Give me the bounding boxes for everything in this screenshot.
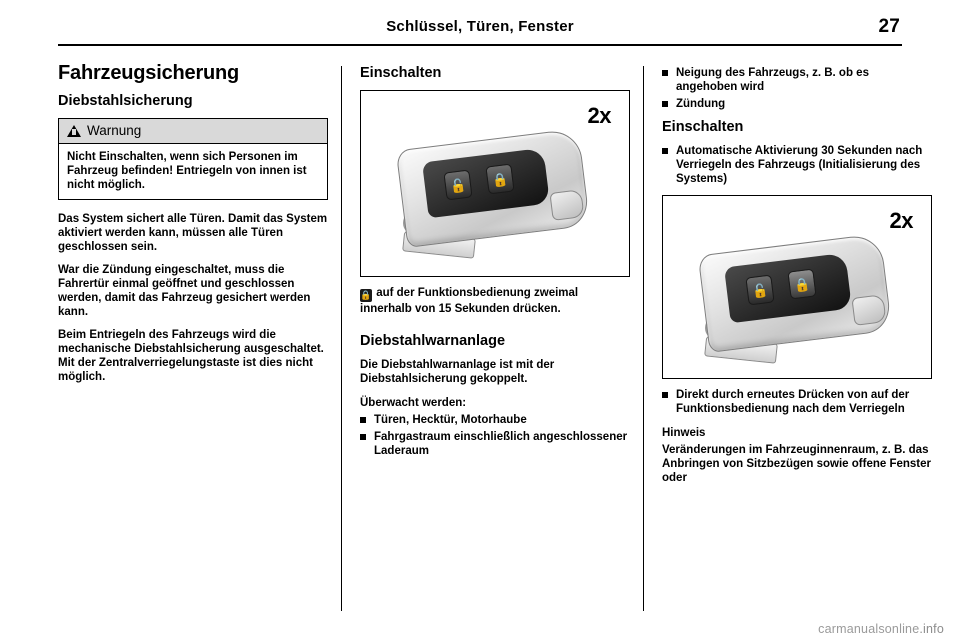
- key-fob-figure-1: [360, 90, 630, 277]
- paragraph: Die Diebstahlwarnanlage ist mit der Diebstahlsicherung gekoppelt.: [360, 359, 555, 385]
- note-title: Hinweis: [662, 427, 706, 439]
- paragraph: Beim Entriegeln des Fahrzeugs wird die mechanische Diebstahlsicherung ausgeschaltet. Mit der Zentralverriegelungstaste ist dies nicht möglich.: [58, 329, 324, 383]
- column-divider-2: [643, 66, 644, 611]
- list-item: Zündung: [662, 97, 932, 111]
- chapter-title: Fahrzeugsicherung: [58, 62, 240, 84]
- list-item: Neigung des Fahrzeugs, z. B. ob es angehoben wird: [662, 66, 932, 94]
- paragraph: War die Zündung eingeschaltet, muss die Fahrertür einmal geöffnet und geschlossen werden, damit das Fahrzeug gesichert werden kann.: [58, 264, 311, 318]
- list-item: Direkt durch erneutes Drücken von auf der Funktionsbedienung nach dem Verriegeln: [662, 388, 932, 416]
- figure-caption-text: auf der Funktionsbedienung zweimal innerhalb von 15 Sekunden drücken.: [360, 287, 579, 315]
- unlock-icon: 🔓: [443, 170, 472, 201]
- monitored-list-continued: [662, 66, 932, 111]
- header-rule: [58, 44, 902, 46]
- key-fob-figure-2: [662, 195, 932, 379]
- key-fob: [401, 139, 583, 235]
- warning-box: [58, 118, 328, 200]
- section-title-diebstahlwarnanlage: Diebstahlwarnanlage: [360, 333, 506, 349]
- paragraph: Das System sichert alle Türen. Damit das System aktiviert werden kann, müssen alle Türen geschlossen sein.: [58, 213, 328, 253]
- watermark-primary: carmanualsonline: [818, 622, 920, 636]
- watermark-secondary: .info: [919, 622, 944, 636]
- list-item: Türen, Hecktür, Motorhaube: [360, 413, 630, 427]
- lock-icon: 🔒: [360, 290, 372, 300]
- page-number: 27: [878, 16, 900, 37]
- warning-triangle-icon: [67, 125, 81, 137]
- unlock-icon: 🔓: [745, 275, 774, 306]
- section-title-einschalten: Einschalten: [360, 65, 442, 81]
- section-title-einschalten-2: Einschalten: [662, 119, 744, 135]
- column-divider-1: [341, 66, 342, 611]
- warning-heading: Warnung: [87, 123, 142, 138]
- subheading-ueberwacht: Überwacht werden:: [360, 397, 467, 409]
- figure-badge-2x: 2x: [889, 208, 913, 233]
- activation-list: [662, 144, 932, 186]
- column-3: [662, 66, 932, 485]
- column-2: [360, 66, 630, 467]
- lock-icon: 🔒: [485, 164, 514, 195]
- key-fob: [703, 244, 885, 340]
- figure-badge-2x: 2x: [587, 103, 611, 128]
- note-body: Veränderungen im Fahrzeuginnenraum, z. B. das Anbringen von Sitzbezügen sowie offene Fenster oder: [662, 444, 931, 484]
- list-item: Fahrgastraum einschließlich angeschlossener Laderaum: [360, 430, 630, 458]
- monitored-list: [360, 413, 630, 458]
- section-title-diebstahlsicherung: Diebstahlsicherung: [58, 93, 193, 109]
- activation-list-2: [662, 388, 932, 416]
- warning-header: [59, 119, 327, 144]
- lock-icon: 🔒: [787, 269, 816, 300]
- key-fob-graphic: [663, 196, 931, 378]
- watermark: [818, 622, 944, 636]
- page-header: [60, 18, 900, 35]
- list-item: Automatische Aktivierung 30 Sekunden nach Verriegeln des Fahrzeugs (Initialisierung des Systems): [662, 144, 932, 186]
- key-fob-graphic: [361, 91, 629, 276]
- header-title: Schlüssel, Türen, Fenster: [386, 18, 574, 35]
- figure-caption: [360, 286, 630, 316]
- warning-body: Nicht Einschalten, wenn sich Personen im Fahrzeug befinden! Entriegeln von innen ist nicht möglich.: [67, 151, 307, 191]
- column-1: [58, 62, 328, 384]
